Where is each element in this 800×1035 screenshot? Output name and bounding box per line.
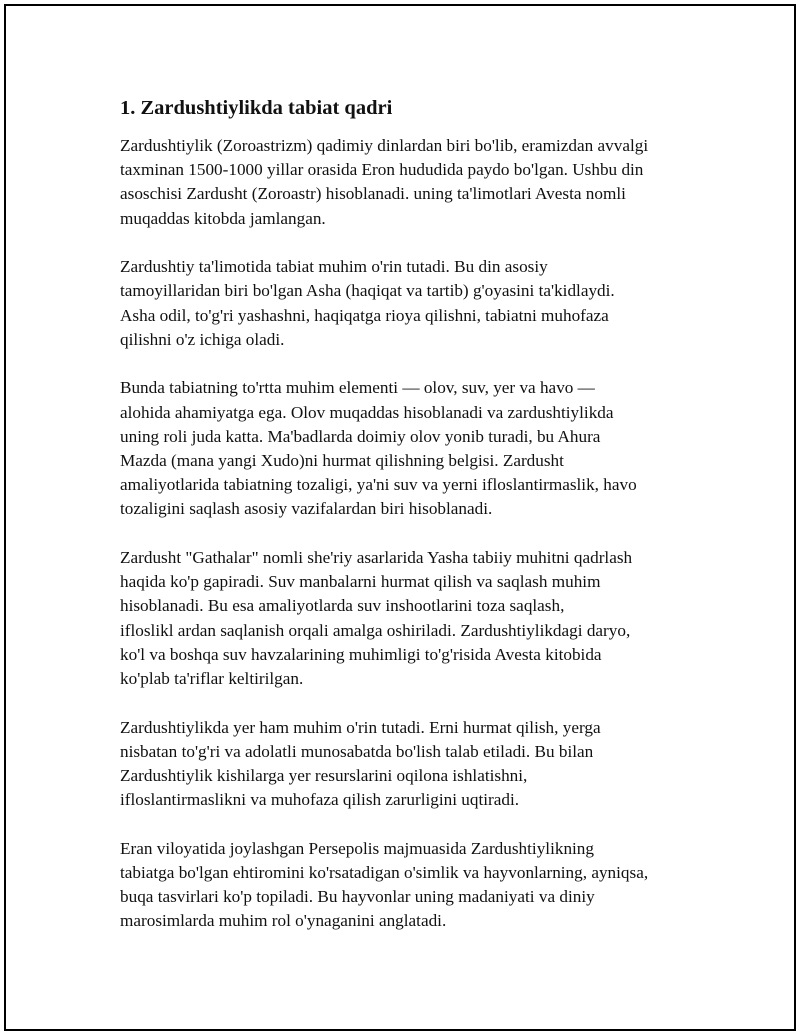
text-line: tamoyillaridan biri bo'lgan Asha (haqiqat va tartib) g'oyasini ta'kidlaydi. (120, 281, 615, 301)
text-line: asoschisi Zardusht (Zoroastr) hisoblanadi. uning ta'limotlari Avesta nomli (120, 184, 626, 204)
paragraph (120, 134, 710, 231)
text-line: nisbatan to'g'ri va adolatli munosabatda bo'lish talab etiladi. Bu bilan (120, 741, 594, 761)
text-line: tozaligini saqlash asosiy vazifalardan biri hisoblanadi. (120, 499, 493, 519)
text-line: hisoblanadi. Bu esa amaliyotlarda suv inshootlarini toza saqlash, (120, 596, 565, 616)
text-line: Zardushtiy ta'limotida tabiat muhim o'rin tutadi. Bu din asosiy (120, 257, 548, 277)
text-line: tabiatga bo'lgan ehtiromini ko'rsatadigan o'simlik va hayvonlarning, ayniqsa, (120, 863, 649, 883)
paragraph (120, 255, 710, 352)
text-line: muqaddas kitobda jamlangan. (120, 208, 326, 228)
text-line: Zardushtiylik (Zoroastrizm) qadimiy dinlardan biri bo'lib, eramizdan avvalgi (120, 136, 649, 155)
text-line: Zardushtiylik kishilarga yer resurslarini oqilona ishlatishni, (120, 766, 528, 786)
text-line: ifloslikl ardan saqlanish orqali amalga oshiriladi. Zardushtiylikdagi daryo, (120, 620, 631, 640)
document-content (120, 94, 710, 958)
text-line: Eran viloyatida joylashgan Persepolis majmuasida Zardushtiylikning (120, 838, 594, 858)
text-line: taxminan 1500-1000 yillar orasida Eron hududida paydo bo'lgan. Ushbu din (120, 160, 644, 180)
text-line: Asha odil, to'g'ri yashashni, haqiqatga rioya qilishni, tabiatni muhofaza (120, 305, 609, 325)
paragraph (120, 376, 710, 521)
text-line: Mazda (mana yangi Xudo)ni hurmat qilishning belgisi. Zardusht (120, 451, 564, 471)
text-line: marosimlarda muhim rol o'ynaganini anglatadi. (120, 911, 447, 931)
text-line: buqa tasvirlari ko'p topiladi. Bu hayvonlar uning madaniyati va diniy (120, 887, 595, 907)
text-line: Zardushtiylikda yer ham muhim o'rin tutadi. Erni hurmat qilish, yerga (120, 717, 601, 737)
text-line: amaliyotlarida tabiatning tozaligi, ya'ni suv va yerni ifloslantirmaslik, havo (120, 475, 637, 495)
text-line: ifloslantirmaslikni va muhofaza qilish zarurligini uqtiradi. (120, 790, 520, 810)
text-line: uning roli juda katta. Ma'badlarda doimiy olov yonib turadi, bu Ahura (120, 426, 601, 446)
section-title: 1. Zardushtiylikda tabiat qadri (120, 97, 393, 119)
text-line: Zardusht "Gathalar" nomli she'riy asarlarida Yasha tabiiy muhitni qadrlash (120, 548, 633, 568)
text-line: ko'plab ta'riflar keltirilgan. (120, 669, 304, 689)
text-line: alohida ahamiyatga ega. Olov muqaddas hisoblanadi va zardushtiylikda (120, 402, 614, 422)
text-line: qilishni o'z ichiga oladi. (120, 329, 285, 349)
text-line: Bunda tabiatning to'rtta muhim elementi — olov, suv, yer va havo — (120, 378, 595, 398)
paragraph (120, 837, 710, 934)
document-page (4, 4, 796, 1031)
text-line: haqida ko'p gapiradi. Suv manbalarni hurmat qilish va saqlash muhim (120, 572, 601, 592)
paragraph (120, 716, 710, 813)
paragraph (120, 546, 710, 691)
text-line: ko'l va boshqa suv havzalarining muhimligi to'g'risida Avesta kitobida (120, 644, 602, 664)
